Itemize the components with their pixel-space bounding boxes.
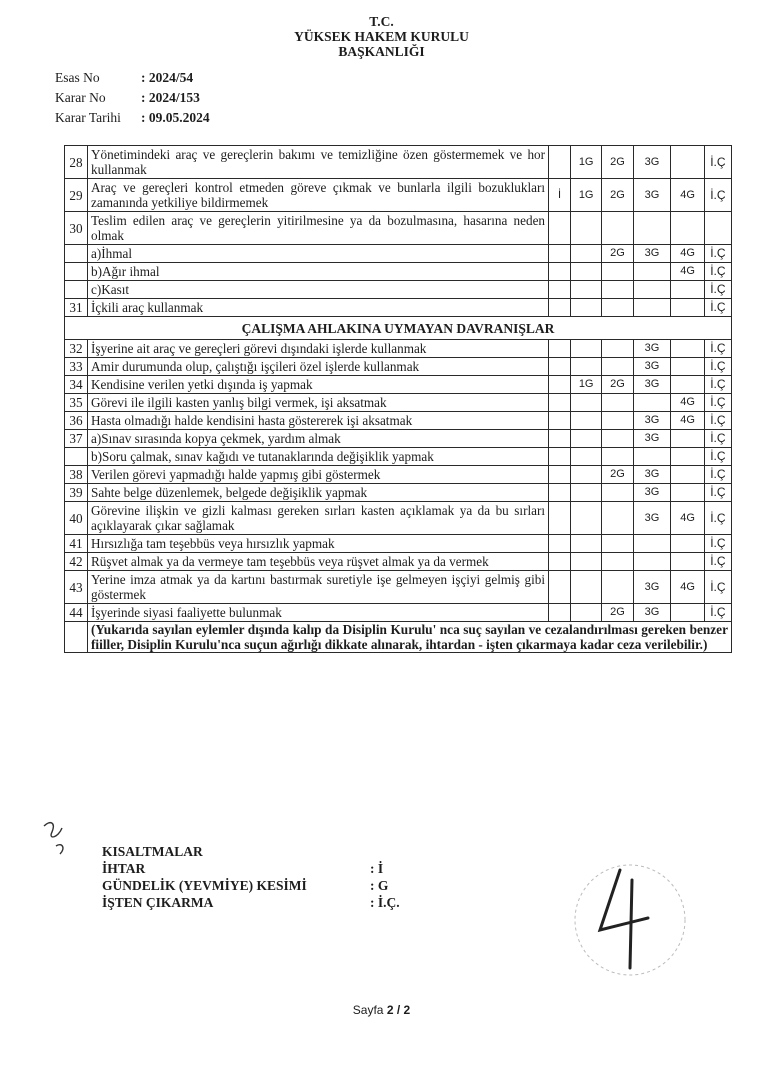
row-number: 33: [65, 358, 88, 376]
row-description: a)İhmal: [88, 245, 549, 263]
penalty-cell: 3G: [633, 179, 671, 212]
table-note: [65, 622, 732, 653]
penalty-cell: [671, 484, 704, 502]
penalty-cell: [549, 299, 571, 317]
row-number: 30: [65, 212, 88, 245]
meta-row-karar: [55, 88, 210, 108]
meta-key: Karar Tarihi: [55, 110, 121, 125]
dismissal-cell: İ.Ç: [704, 484, 731, 502]
dismissal-cell: İ.Ç: [704, 281, 731, 299]
penalty-cell: 3G: [633, 466, 671, 484]
penalty-cell: 3G: [633, 358, 671, 376]
table-row: [65, 146, 732, 179]
table-row: [65, 376, 732, 394]
penalty-cell: 3G: [633, 146, 671, 179]
penalty-cell: [671, 535, 704, 553]
table-row: [65, 553, 732, 571]
penalty-cell: [549, 263, 571, 281]
table-row: [65, 604, 732, 622]
penalty-cell: [549, 212, 571, 245]
penalty-cell: [570, 281, 601, 299]
table-body-top: [65, 146, 732, 317]
penalty-cell: [633, 394, 671, 412]
penalty-cell: [602, 502, 633, 535]
abbr-value: : G: [370, 878, 389, 893]
row-description: a)Sınav sırasında kopya çekmek, yardım almak: [88, 430, 549, 448]
penalty-cell: 4G: [671, 245, 704, 263]
penalty-cell: [671, 604, 704, 622]
meta-value: : 09.05.2024: [141, 110, 210, 125]
table-row: [65, 245, 732, 263]
table-row: [65, 430, 732, 448]
dismissal-cell: İ.Ç: [704, 179, 731, 212]
penalty-cell: [549, 553, 571, 571]
penalty-cell: [549, 466, 571, 484]
row-number: 43: [65, 571, 88, 604]
dismissal-cell: İ.Ç: [704, 299, 731, 317]
penalty-cell: [570, 412, 601, 430]
penalty-cell: [549, 340, 571, 358]
dismissal-cell: İ.Ç: [704, 394, 731, 412]
row-number: 40: [65, 502, 88, 535]
row-description: Kendisine verilen yetki dışında iş yapmak: [88, 376, 549, 394]
penalty-cell: [570, 340, 601, 358]
penalty-cell: 3G: [633, 245, 671, 263]
table-row: [65, 466, 732, 484]
dismissal-cell: İ.Ç: [704, 466, 731, 484]
penalty-cell: [602, 535, 633, 553]
penalty-cell: [602, 430, 633, 448]
penalty-cell: [671, 146, 704, 179]
penalty-cell: [671, 448, 704, 466]
meta-value: : 2024/54: [141, 70, 194, 85]
table-row: [65, 394, 732, 412]
penalty-cell: [570, 448, 601, 466]
row-number: 38: [65, 466, 88, 484]
penalty-cell: 3G: [633, 376, 671, 394]
row-number: [65, 281, 88, 299]
penalty-cell: 2G: [602, 146, 633, 179]
penalty-cell: [671, 553, 704, 571]
row-number: 31: [65, 299, 88, 317]
row-description: b)Soru çalmak, sınav kağıdı ve tutanaklarında değişiklik yapmak: [88, 448, 549, 466]
table-row: [65, 571, 732, 604]
row-description: Hasta olmadığı halde kendisini hasta göstererek işi aksatmak: [88, 412, 549, 430]
penalty-cell: 3G: [633, 484, 671, 502]
table-row: [65, 340, 732, 358]
row-description: Yönetimindeki araç ve gereçlerin bakımı ve temizliğine özen göstermemek ve hor kullanmak: [88, 146, 549, 179]
handwritten-mark: [36, 818, 96, 858]
penalty-cell: 1G: [570, 146, 601, 179]
row-number: [65, 263, 88, 281]
dismissal-cell: İ.Ç: [704, 571, 731, 604]
row-description: Sahte belge düzenlemek, belgede değişiklik yapmak: [88, 484, 549, 502]
penalty-cell: [671, 340, 704, 358]
dismissal-cell: İ.Ç: [704, 535, 731, 553]
abbr-row: [102, 894, 400, 911]
table-row: [65, 358, 732, 376]
penalty-cell: [602, 571, 633, 604]
penalty-cell: [549, 394, 571, 412]
row-number: [65, 245, 88, 263]
row-number: 28: [65, 146, 88, 179]
penalty-cell: [549, 604, 571, 622]
section-title: ÇALIŞMA AHLAKINA UYMAYAN DAVRANIŞLAR: [65, 317, 732, 340]
penalty-cell: 3G: [633, 502, 671, 535]
penalty-cell: [570, 502, 601, 535]
dismissal-cell: İ.Ç: [704, 376, 731, 394]
dismissal-cell: İ.Ç: [704, 430, 731, 448]
penalty-cell: [570, 604, 601, 622]
row-number: 29: [65, 179, 88, 212]
table-row: [65, 412, 732, 430]
penalty-cell: [549, 430, 571, 448]
penalty-cell: [549, 535, 571, 553]
row-description: Yerine imza atmak ya da kartını bastırmak suretiyle işe gelmeyen işçiyi gelmiş gibi göstermek: [88, 571, 549, 604]
page-number: 2 / 2: [386, 1003, 411, 1017]
penalty-cell: [602, 340, 633, 358]
row-number: 32: [65, 340, 88, 358]
penalty-cell: [549, 146, 571, 179]
dismissal-cell: İ.Ç: [704, 263, 731, 281]
penalty-cell: 1G: [570, 179, 601, 212]
page-footer: [0, 1003, 763, 1017]
penalty-cell: 4G: [671, 502, 704, 535]
note-no: [65, 622, 88, 653]
penalty-cell: [633, 553, 671, 571]
penalty-cell: İ: [549, 179, 571, 212]
penalty-cell: [549, 571, 571, 604]
header-line-kurul: YÜKSEK HAKEM KURULU: [294, 29, 469, 44]
row-description: İşyerinde siyasi faaliyette bulunmak: [88, 604, 549, 622]
row-number: [65, 448, 88, 466]
row-description: Teslim edilen araç ve gereçlerin yitirilmesine ya da bozulmasına, hasarına neden olmak: [88, 212, 549, 245]
row-description: Verilen görevi yapmadığı halde yapmış gibi göstermek: [88, 466, 549, 484]
penalty-cell: [602, 484, 633, 502]
abbr-key: İHTAR: [102, 861, 146, 876]
penalty-cell: [570, 299, 601, 317]
penalty-cell: [570, 212, 601, 245]
penalty-cell: [570, 358, 601, 376]
row-number: 42: [65, 553, 88, 571]
penalty-cell: [549, 448, 571, 466]
penalty-cell: [633, 212, 671, 245]
penalty-cell: 2G: [602, 179, 633, 212]
abbreviations-title: KISALTMALAR: [102, 844, 203, 859]
penalty-cell: [549, 281, 571, 299]
row-description: Görevine ilişkin ve gizli kalması gereken sırları kasten açıklamak ya da bu sırları açıklayarak çıkar sağlamak: [88, 502, 549, 535]
meta-key: Karar No: [55, 90, 106, 105]
penalty-cell: 4G: [671, 571, 704, 604]
penalty-cell: [549, 502, 571, 535]
penalty-cell: [570, 484, 601, 502]
penalty-cell: [602, 358, 633, 376]
penalty-cell: 3G: [633, 340, 671, 358]
signature-stamp: [560, 850, 710, 980]
table-body-bottom: [65, 340, 732, 622]
abbr-key: GÜNDELİK (YEVMİYE) KESİMİ: [102, 878, 307, 893]
penalty-cell: [633, 535, 671, 553]
discipline-table: [64, 145, 732, 653]
penalty-cell: [570, 553, 601, 571]
penalty-cell: 4G: [671, 394, 704, 412]
meta-row-tarih: [55, 108, 210, 128]
table-row: [65, 179, 732, 212]
dismissal-cell: İ.Ç: [704, 448, 731, 466]
penalty-cell: [570, 535, 601, 553]
penalty-cell: 3G: [633, 571, 671, 604]
row-number: 39: [65, 484, 88, 502]
penalty-cell: [602, 299, 633, 317]
penalty-cell: [633, 299, 671, 317]
table-row: [65, 281, 732, 299]
meta-row-esas: [55, 68, 210, 88]
row-description: c)Kasıt: [88, 281, 549, 299]
penalty-cell: [549, 376, 571, 394]
penalty-cell: [671, 299, 704, 317]
row-description: Görevi ile ilgili kasten yanlış bilgi vermek, işi aksatmak: [88, 394, 549, 412]
penalty-cell: [633, 281, 671, 299]
row-number: 41: [65, 535, 88, 553]
penalty-cell: [549, 412, 571, 430]
penalty-cell: [602, 263, 633, 281]
row-description: Amir durumunda olup, çalıştığı işçileri özel işlerde kullanmak: [88, 358, 549, 376]
abbr-key: İŞTEN ÇIKARMA: [102, 895, 214, 910]
penalty-cell: [671, 212, 704, 245]
penalty-cell: 2G: [602, 604, 633, 622]
penalty-cell: [549, 484, 571, 502]
abbr-row: [102, 877, 400, 894]
penalty-cell: [602, 553, 633, 571]
penalty-cell: [570, 466, 601, 484]
penalty-cell: 4G: [671, 263, 704, 281]
table-row: [65, 502, 732, 535]
row-number: 35: [65, 394, 88, 412]
penalty-cell: [602, 412, 633, 430]
penalty-cell: [570, 245, 601, 263]
penalty-cell: [549, 245, 571, 263]
penalty-cell: 2G: [602, 245, 633, 263]
meta-key: Esas No: [55, 70, 100, 85]
abbreviations-block: [102, 843, 400, 911]
penalty-cell: 3G: [633, 412, 671, 430]
dismissal-cell: İ.Ç: [704, 412, 731, 430]
penalty-cell: [570, 571, 601, 604]
penalty-cell: 4G: [671, 412, 704, 430]
penalty-cell: [633, 448, 671, 466]
penalty-cell: [549, 358, 571, 376]
table-row: [65, 299, 732, 317]
header-line-tc: T.C.: [369, 14, 394, 29]
meta-value: : 2024/153: [141, 90, 200, 105]
page-label: Sayfa: [352, 1003, 384, 1017]
penalty-cell: [570, 263, 601, 281]
penalty-cell: [602, 212, 633, 245]
table-row: [65, 535, 732, 553]
penalty-cell: [570, 394, 601, 412]
table-row: [65, 484, 732, 502]
row-number: 34: [65, 376, 88, 394]
penalty-cell: [671, 376, 704, 394]
penalty-cell: 1G: [570, 376, 601, 394]
table-row: [65, 448, 732, 466]
abbr-value: : İ: [370, 861, 384, 876]
penalty-cell: 4G: [671, 179, 704, 212]
dismissal-cell: İ.Ç: [704, 340, 731, 358]
case-meta: [55, 68, 210, 128]
penalty-cell: 3G: [633, 430, 671, 448]
row-description: Hırsızlığa tam teşebbüs veya hırsızlık yapmak: [88, 535, 549, 553]
dismissal-cell: İ.Ç: [704, 604, 731, 622]
penalty-cell: [633, 263, 671, 281]
penalty-cell: 3G: [633, 604, 671, 622]
table-row: [65, 212, 732, 245]
dismissal-cell: İ.Ç: [704, 146, 731, 179]
penalty-cell: 2G: [602, 376, 633, 394]
dismissal-cell: İ.Ç: [704, 358, 731, 376]
dismissal-cell: İ.Ç: [704, 245, 731, 263]
penalty-cell: [671, 466, 704, 484]
table-section: [65, 317, 732, 340]
abbr-row: [102, 860, 400, 877]
row-description: İçkili araç kullanmak: [88, 299, 549, 317]
penalty-cell: [570, 430, 601, 448]
row-number: 44: [65, 604, 88, 622]
document-header: [0, 14, 763, 59]
penalty-cell: [602, 281, 633, 299]
row-description: Araç ve gereçleri kontrol etmeden göreve çıkmak ve bunlarla ilgili bozuklukları zamanında yetkiliye bildirmemek: [88, 179, 549, 212]
row-number: 37: [65, 430, 88, 448]
row-description: Rüşvet almak ya da vermeye tam teşebbüs veya rüşvet almak ya da vermek: [88, 553, 549, 571]
dismissal-cell: [704, 212, 731, 245]
row-description: b)Ağır ihmal: [88, 263, 549, 281]
dismissal-cell: İ.Ç: [704, 553, 731, 571]
row-description: İşyerine ait araç ve gereçleri görevi dışındaki işlerde kullanmak: [88, 340, 549, 358]
abbr-value: : İ.Ç.: [370, 895, 400, 910]
penalty-cell: [671, 281, 704, 299]
penalty-cell: [671, 430, 704, 448]
note-text: (Yukarıda sayılan eylemler dışında kalıp da Disiplin Kurulu' nca suç sayılan ve cezalandırılması gereken benzer fiiller, Disiplin Kurulu'nca suçun ağırlığı dikkate alınarak, ihtardan - işten çıkarmaya kadar ceza verilebilir.): [88, 622, 732, 653]
table-row: [65, 263, 732, 281]
dismissal-cell: İ.Ç: [704, 502, 731, 535]
row-number: 36: [65, 412, 88, 430]
header-line-baskanlik: BAŞKANLIĞI: [338, 44, 425, 59]
penalty-cell: [602, 448, 633, 466]
penalty-cell: [671, 358, 704, 376]
penalty-cell: [602, 394, 633, 412]
penalty-cell: 2G: [602, 466, 633, 484]
